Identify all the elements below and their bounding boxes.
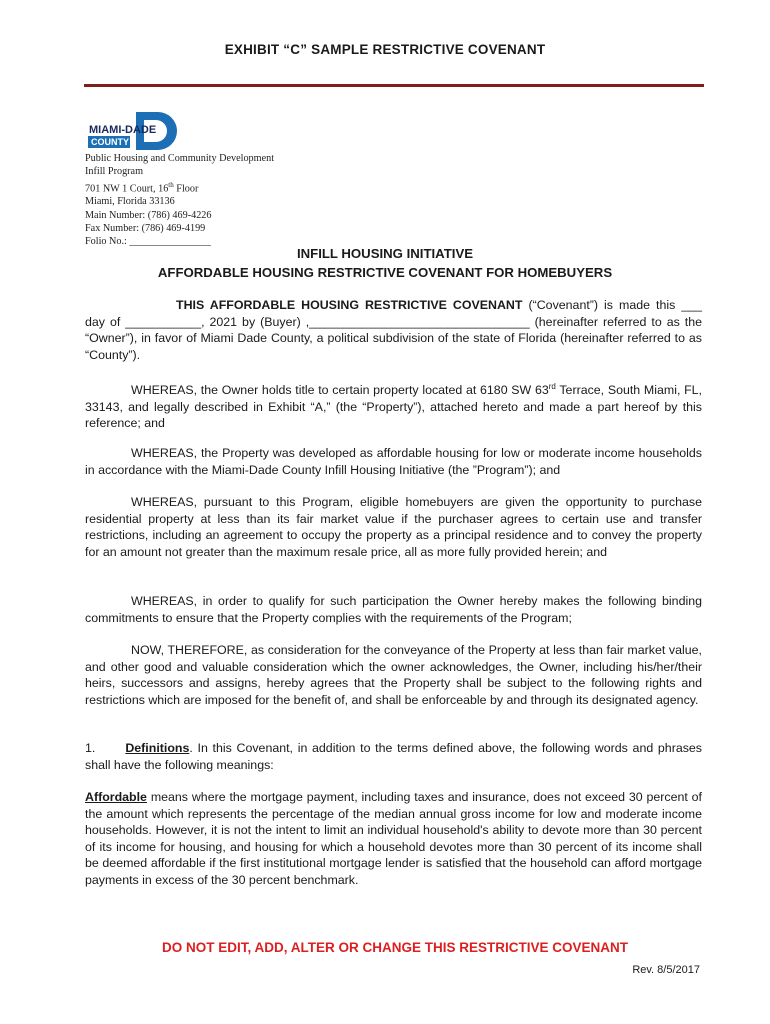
affordable-term: Affordable bbox=[85, 790, 147, 804]
do-not-edit-warning: DO NOT EDIT, ADD, ALTER OR CHANGE THIS RESTRICTIVE COVENANT bbox=[161, 940, 628, 955]
whereas-paragraph-4: WHEREAS, in order to qualify for such participation the Owner hereby makes the following binding commitments to ensure that the Property complies with the requirements of the Program; bbox=[85, 594, 702, 625]
address-street: 701 NW 1 Court, 16th Floor bbox=[85, 180, 199, 194]
address-program: Infill Program bbox=[85, 166, 144, 178]
definitions-section: 1. Definitions. In this Covenant, in addition to the terms defined above, the following words and phrases shall have the following meanings: bbox=[85, 741, 702, 772]
affordable-definition: Affordable means where the mortgage payment, including taxes and insurance, does not exceed 30 percent of the amount which represents the percentage of the median annual gross income for low and moderate income households. However, it is not the intent to limit an individual household's ability to devote more than 30 percent of its income for housing, and housing for which a household devotes more than 30 percent of its income shall be deemed affordable if the first institutional mortgage lender is satisfied that the household can afford mortgage payments in excess of the 30 percent benchmark. bbox=[85, 790, 702, 887]
exhibit-title: EXHIBIT “C” SAMPLE RESTRICTIVE COVENANT bbox=[224, 42, 546, 57]
miami-dade-county-logo bbox=[88, 111, 180, 151]
whereas-paragraph-1: WHEREAS, the Owner holds title to certain property located at 6180 SW 63rd Terrace, South Miami, FL, 33143, and legally described in Exhibit “A,” (the “Property”), attached hereto and made a part hereof by this reference; and bbox=[85, 382, 702, 431]
section-number: 1. bbox=[85, 741, 96, 755]
document-title-line2: AFFORDABLE HOUSING RESTRICTIVE COVENANT FOR HOMEBUYERS bbox=[157, 265, 613, 280]
whereas-paragraph-3: WHEREAS, pursuant to this Program, eligible homebuyers are given the opportunity to purchase residential property at less than its fair market value if the purchaser agrees to certain use and transfer restrictions, including an agreement to occupy the property as a principal residence and to convey the property for an amount not greater than the maximum resale price, all as more fully provided herein; and bbox=[85, 495, 702, 559]
now-therefore-paragraph: NOW, THEREFORE, as consideration for the conveyance of the Property at less than fair market value, and other good and valuable consideration which the owner acknowledges, the Owner, including his/her/their heirs, successors and assigns, hereby agrees that the Property shall be subject to the following rights and restrictions which are imposed for the benefit of, and shall be enforceable by and through its designated agency. bbox=[85, 643, 702, 707]
address-block bbox=[85, 152, 274, 248]
definitions-heading: Definitions bbox=[125, 741, 190, 755]
whereas-paragraph-2: WHEREAS, the Property was developed as affordable housing for low or moderate income households in accordance with the Miami-Dade County Infill Housing Initiative (the ”Program”); and bbox=[85, 446, 702, 477]
logo-line1: MIAMI-DADE bbox=[89, 124, 157, 136]
address-dept: Public Housing and Community Development bbox=[85, 153, 275, 164]
logo-line2: COUNTY bbox=[91, 137, 129, 147]
address-fax-number: Fax Number: (786) 469-4199 bbox=[85, 222, 206, 234]
document-title-line1: INFILL HOUSING INITIATIVE bbox=[296, 246, 474, 261]
header-rule bbox=[84, 84, 704, 87]
address-main-number: Main Number: (786) 469-4226 bbox=[85, 209, 212, 221]
address-folio: Folio No.: ________________ bbox=[85, 236, 211, 248]
address-city: Miami, Florida 33136 bbox=[85, 196, 175, 208]
intro-paragraph: THIS AFFORDABLE HOUSING RESTRICTIVE COVENANT (“Covenant”) is made this ___ day of ___________, 2021 by (Buyer) ,________________________________ (hereinafter referred to as the “Owner”), in favor of Miami Dade County, a political subdivision of the state of Florida (hereinafter referred to as “County”). bbox=[85, 298, 702, 362]
revision-date: Rev. 8/5/2017 bbox=[632, 964, 700, 976]
